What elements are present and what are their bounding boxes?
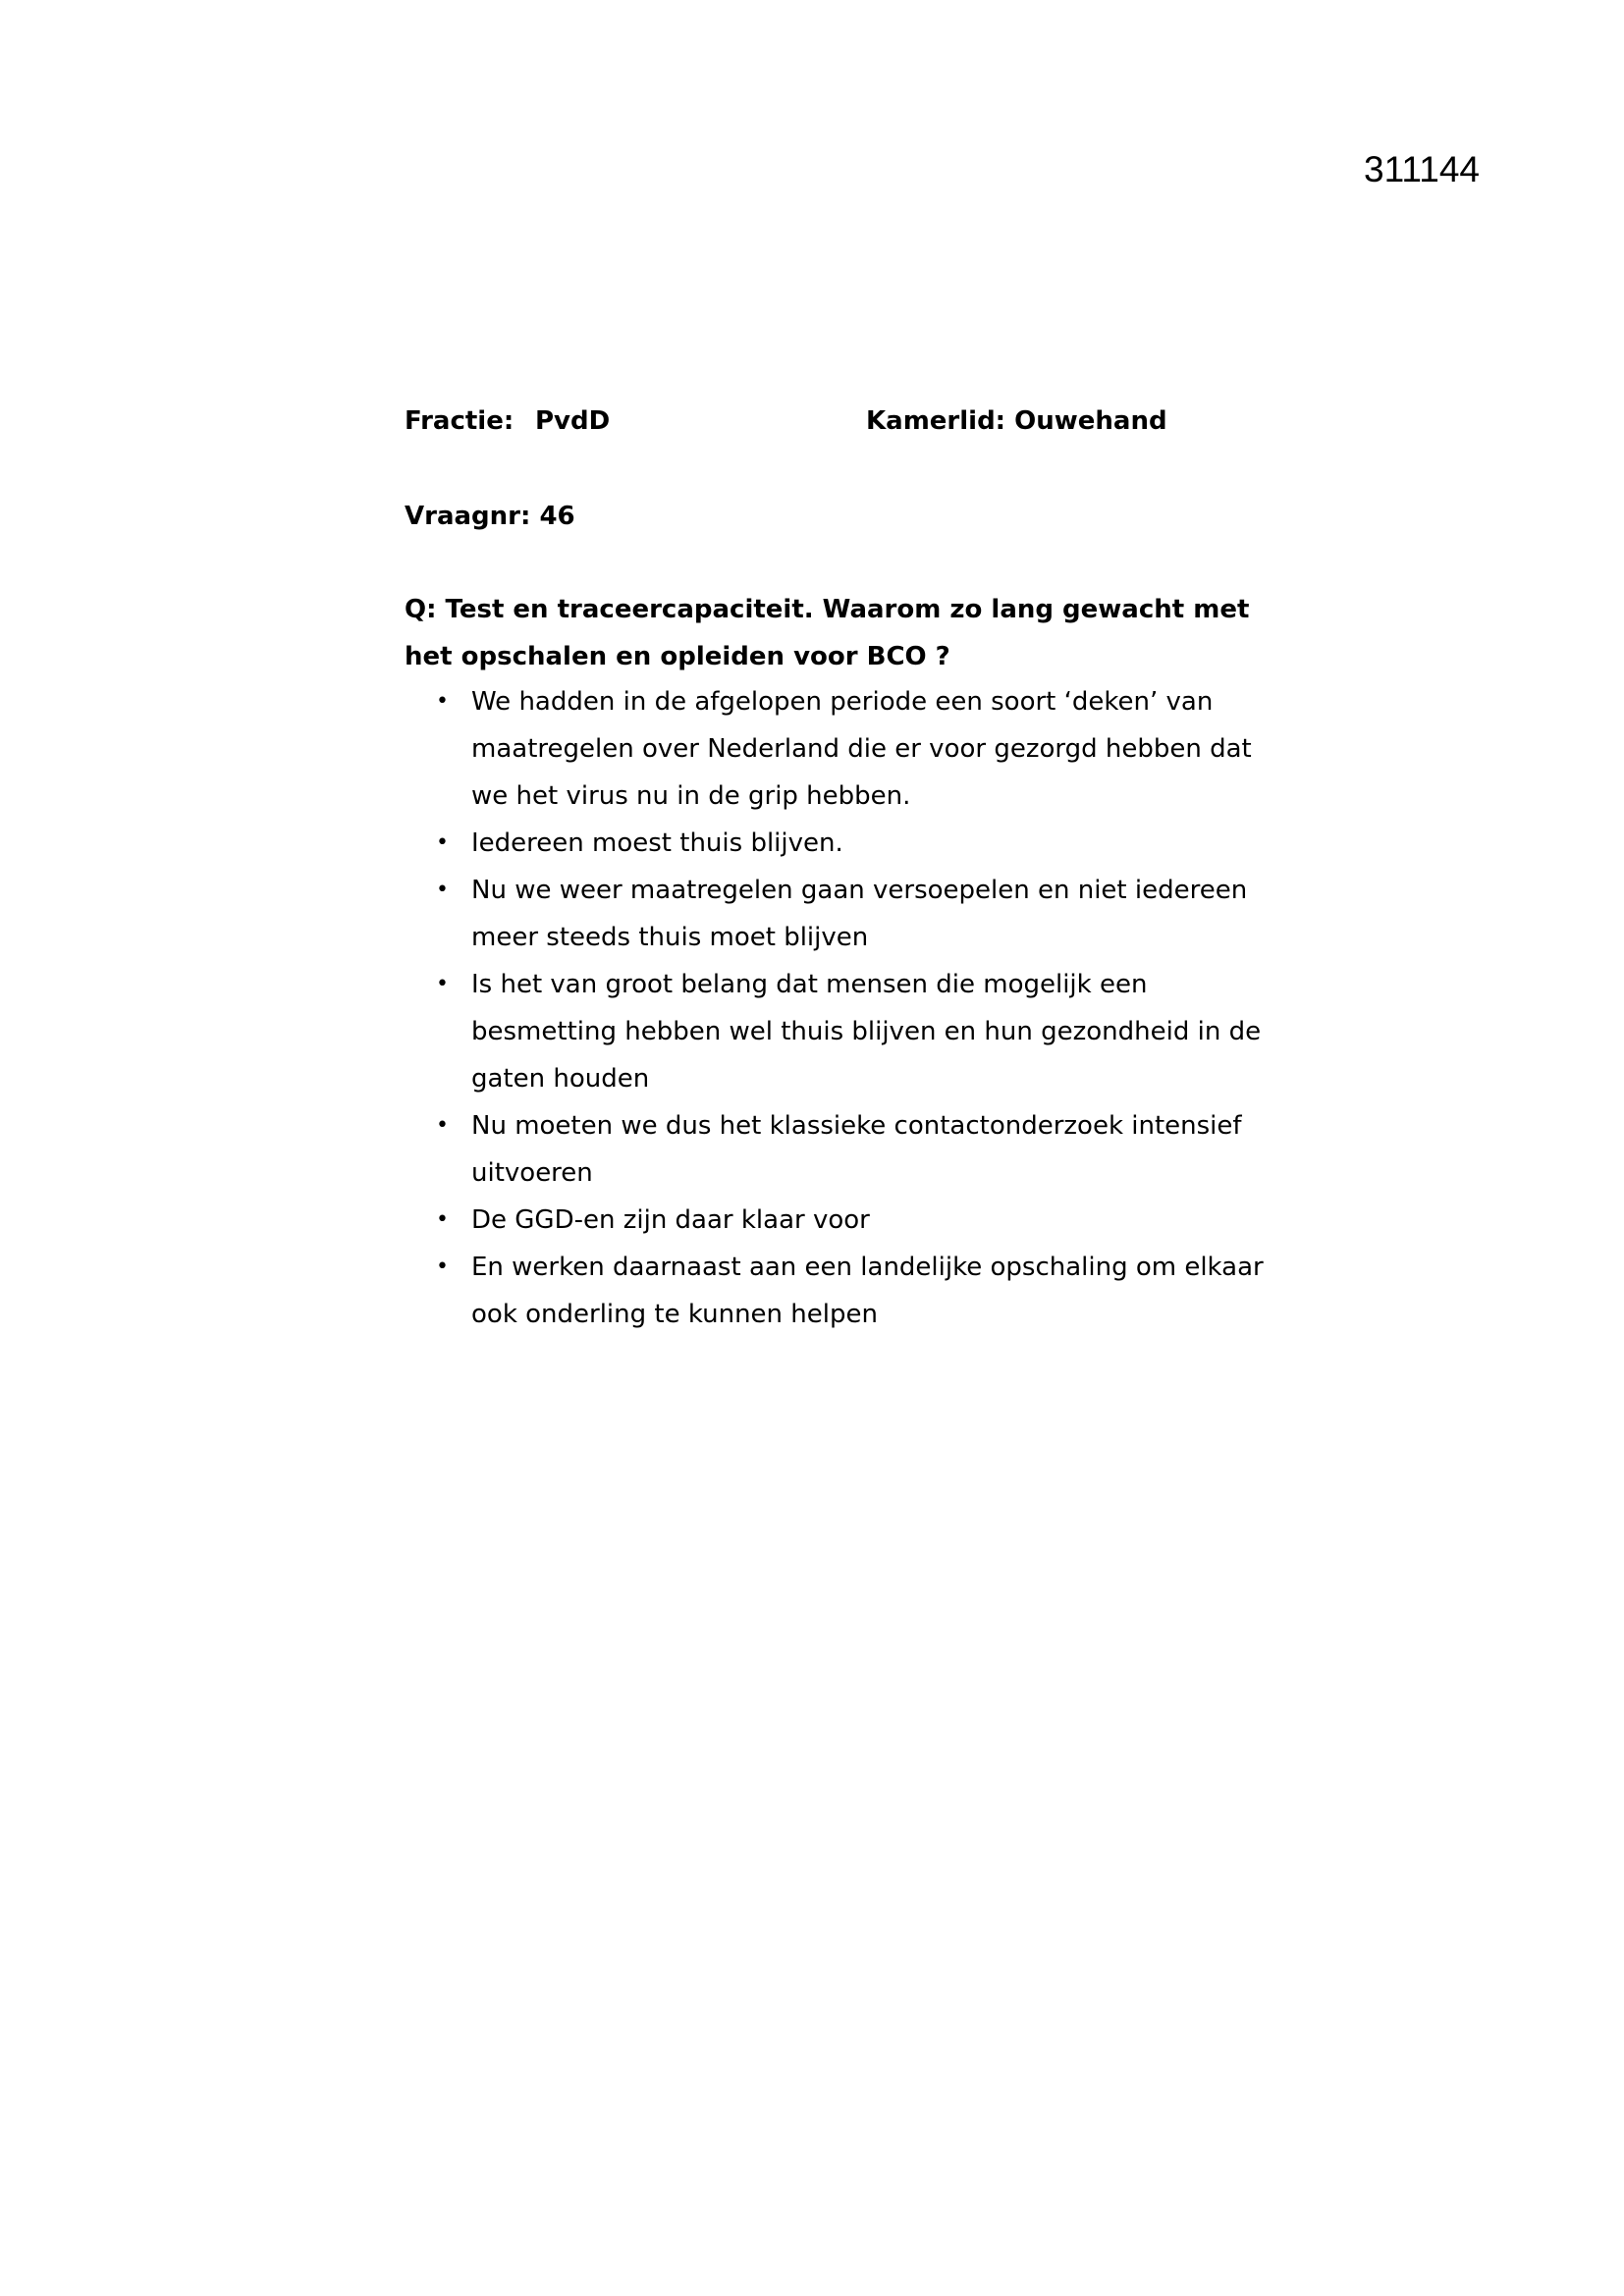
bullet-icon: • xyxy=(436,878,449,902)
list-item xyxy=(405,678,1269,820)
bullet-icon: • xyxy=(436,1207,449,1232)
bullet-icon: • xyxy=(436,689,449,714)
document-header xyxy=(405,401,1249,441)
list-item xyxy=(405,867,1269,961)
list-item xyxy=(405,961,1269,1102)
bullet-icon: • xyxy=(436,972,449,996)
question-number xyxy=(405,497,575,536)
list-item xyxy=(405,820,1269,867)
fractie-label: Fractie: xyxy=(405,406,514,436)
kamerlid-label: Kamerlid: xyxy=(866,406,1006,436)
answer-text: Nu moeten we dus het klassieke contactonderzoek intensief uitvoeren xyxy=(471,1111,1242,1188)
answer-text: Is het van groot belang dat mensen die mogelijk een besmetting hebben wel thuis blijven en hun gezondheid in de gaten houden xyxy=(471,970,1262,1094)
question-number-label: Vraagnr: xyxy=(405,502,531,531)
bullet-icon: • xyxy=(436,1255,449,1279)
fractie-value: PvdD xyxy=(535,406,611,436)
answer-text: De GGD-en zijn daar klaar voor xyxy=(471,1205,870,1235)
kamerlid-field xyxy=(866,401,1167,441)
fractie-field xyxy=(405,401,610,441)
kamerlid-value: Ouwehand xyxy=(1014,406,1167,436)
question-text: Q: Test en traceercapaciteit. Waarom zo lang gewacht met het opschalen en opleiden voor BCO ? xyxy=(405,595,1250,671)
answer-text: Nu we weer maatregelen gaan versoepelen en niet iedereen meer steeds thuis moet blijven xyxy=(471,876,1248,952)
bullet-icon: • xyxy=(436,1113,449,1138)
list-item xyxy=(405,1244,1269,1338)
answer-text: Iedereen moest thuis blijven. xyxy=(471,828,843,858)
question-number-value: 46 xyxy=(539,502,575,531)
answer-text: We hadden in de afgelopen periode een soort ‘deken’ van maatregelen over Nederland die er voor gezorgd hebben dat we het virus nu in de grip hebben. xyxy=(471,687,1252,811)
document-number: 311144 xyxy=(1364,149,1480,189)
list-item xyxy=(405,1102,1269,1197)
answer-text: En werken daarnaast aan een landelijke opschaling om elkaar ook onderling te kunnen helpen xyxy=(471,1253,1264,1329)
bullet-icon: • xyxy=(436,830,449,855)
answer-list xyxy=(405,678,1269,1338)
list-item xyxy=(405,1197,1269,1244)
